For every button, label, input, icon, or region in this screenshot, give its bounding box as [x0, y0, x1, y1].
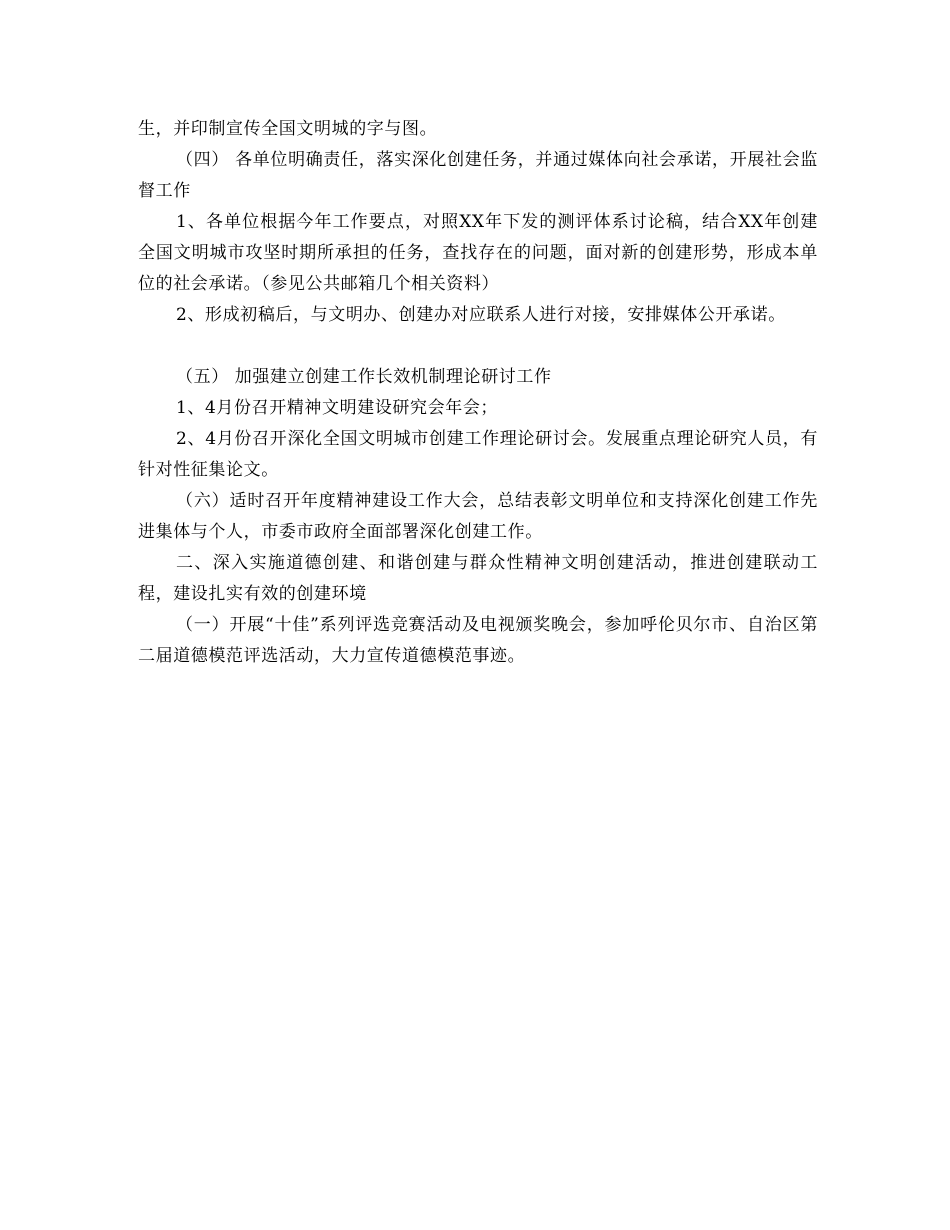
list-item-five-1: 1、4月份召开精神文明建设研究会年会；: [176, 398, 499, 418]
section-heading-five: （五） 加强建立创建工作长效机制理论研讨工作: [176, 367, 552, 387]
document-body: [138, 114, 818, 672]
paragraph-continuation: 生，并印制宣传全国文明城的字与图。: [138, 119, 438, 139]
list-item-four-1: 1、各单位根据今年工作要点，对照XX年下发的测评体系讨论稿，结合XX年创建全国文明城市攻坚时期所承担的任务，查找存在的问题，面对新的创建形势，形成本单位的社会承诺。（参见公共邮箱几个相关资料）: [138, 212, 818, 294]
section-heading-six: （六）适时召开年度精神建设工作大会，总结表彰文明单位和支持深化创建工作先进集体与个人，市委市政府全面部署深化创建工作。: [138, 491, 818, 542]
section-heading-two: 二、深入实施道德创建、和谐创建与群众性精神文明创建活动，推进创建联动工程，建设扎实有效的创建环境: [138, 553, 818, 604]
list-item-four-2: 2、形成初稿后，与文明办、创建办对应联系人进行对接，安排媒体公开承诺。: [176, 305, 786, 325]
section-heading-four: （四） 各单位明确责任，落实深化创建任务，并通过媒体向社会承诺，开展社会监督工作: [138, 150, 818, 201]
list-item-five-2: 2、4月份召开深化全国文明城市创建工作理论研讨会。发展重点理论研究人员，有针对性征集论文。: [138, 429, 818, 480]
subsection-one: （一）开展“十佳”系列评选竞赛活动及电视颁奖晚会，参加呼伦贝尔市、自治区第二届道德模范评选活动，大力宣传道德模范事迹。: [138, 615, 818, 666]
